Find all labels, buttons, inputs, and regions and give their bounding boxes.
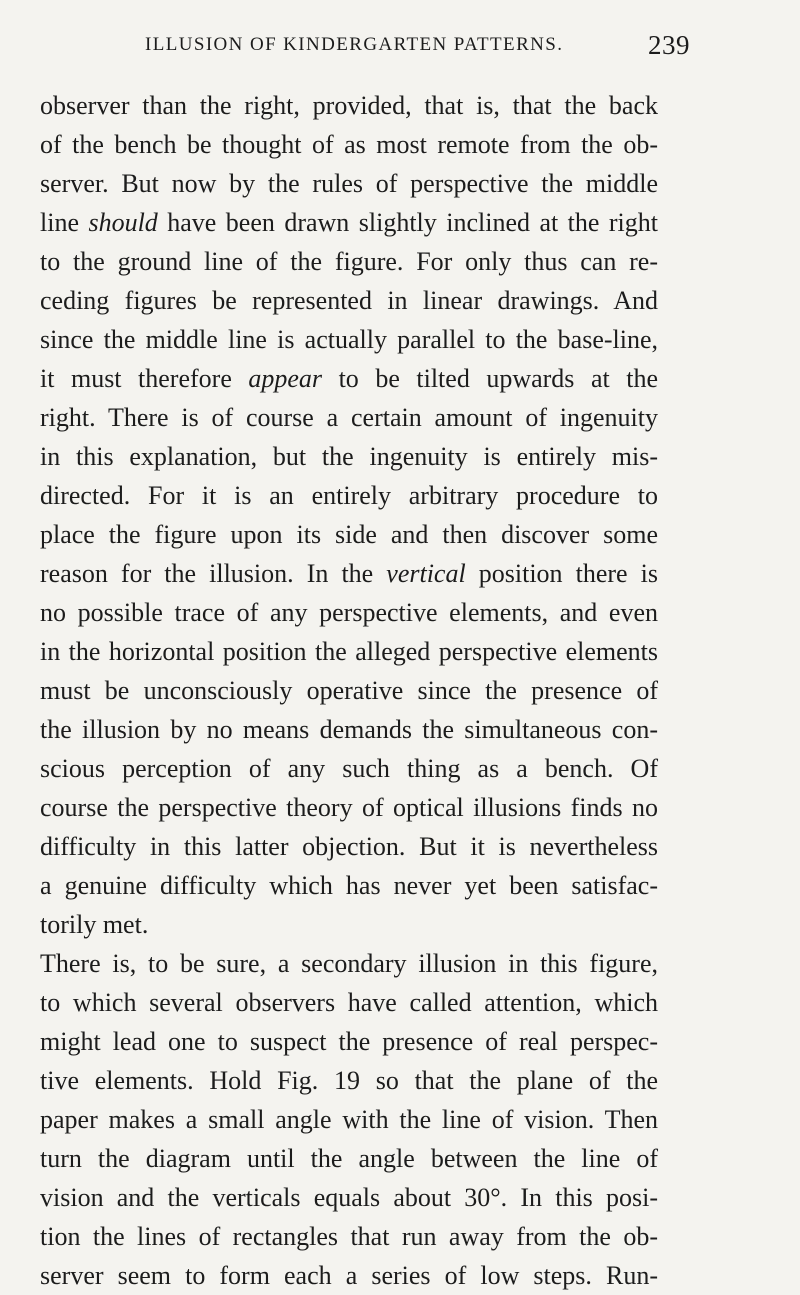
italic-word: appear <box>248 364 323 393</box>
text-line <box>40 827 658 866</box>
text-run: place the figure upon its side and then discover some <box>40 520 658 549</box>
text-run: it must therefore <box>40 364 249 393</box>
text-run: turn the diagram until the angle between the line of <box>40 1144 658 1173</box>
text-line <box>40 554 658 593</box>
text-line <box>40 1256 658 1295</box>
text-line <box>40 671 658 710</box>
text-line <box>40 905 658 944</box>
text-line <box>40 1022 658 1061</box>
italic-word: should <box>88 208 158 237</box>
text-run: torily met. <box>40 910 149 939</box>
text-line <box>40 86 658 125</box>
text-line <box>40 1178 658 1217</box>
text-run: in the horizontal position the alleged perspective elements <box>40 637 658 666</box>
running-title: ILLUSION OF KINDERGARTEN PATTERNS. <box>145 34 564 55</box>
text-run: scious perception of any such thing as a bench. Of <box>40 754 658 783</box>
text-run: There is, to be sure, a secondary illusion in this figure, <box>40 949 658 978</box>
text-run: in this explanation, but the ingenuity is entirely mis- <box>40 442 658 471</box>
text-line <box>40 983 658 1022</box>
text-run: ceding figures be represented in linear drawings. And <box>40 286 658 315</box>
text-run: have been drawn slightly inclined at the right <box>157 208 658 237</box>
running-head <box>0 30 800 64</box>
text-line <box>40 515 658 554</box>
text-run: no possible trace of any perspective elements, and even <box>40 598 658 627</box>
text-run: observer than the right, provided, that is, that the back <box>40 91 658 120</box>
text-run: tion the lines of rectangles that run away from the ob- <box>40 1222 658 1251</box>
text-line <box>40 866 658 905</box>
text-line <box>40 125 658 164</box>
text-run: the illusion by no means demands the simultaneous con- <box>40 715 658 744</box>
text-line <box>40 1061 658 1100</box>
text-line <box>40 632 658 671</box>
text-line <box>40 944 658 983</box>
text-line <box>40 320 658 359</box>
text-run: since the middle line is actually parallel to the base-line, <box>40 325 658 354</box>
text-line <box>40 398 658 437</box>
text-line <box>40 437 658 476</box>
text-run: of the bench be thought of as most remote from the ob- <box>40 130 658 159</box>
text-run: must be unconsciously operative since the presence of <box>40 676 658 705</box>
text-run: course the perspective theory of optical illusions finds no <box>40 793 658 822</box>
text-line <box>40 1139 658 1178</box>
text-run: server. But now by the rules of perspective the middle <box>40 169 658 198</box>
text-line <box>40 359 658 398</box>
text-run: position there is <box>465 559 658 588</box>
text-line <box>40 749 658 788</box>
text-run: vision and the verticals equals about 30°. In this posi- <box>40 1183 658 1212</box>
text-run: difficulty in this latter objection. But it is nevertheless <box>40 832 658 861</box>
text-run: to be tilted upwards at the <box>322 364 658 393</box>
text-line <box>40 710 658 749</box>
text-run: paper makes a small angle with the line of vision. Then <box>40 1105 658 1134</box>
text-run: to which several observers have called attention, which <box>40 988 658 1017</box>
text-run: tive elements. Hold Fig. 19 so that the plane of the <box>40 1066 658 1095</box>
italic-word: vertical <box>386 559 466 588</box>
body-text <box>40 86 658 1295</box>
text-line <box>40 788 658 827</box>
text-run: directed. For it is an entirely arbitrary procedure to <box>40 481 658 510</box>
text-line <box>40 476 658 515</box>
text-line <box>40 281 658 320</box>
text-line <box>40 1100 658 1139</box>
text-line <box>40 593 658 632</box>
page-number: 239 <box>648 30 690 60</box>
text-line <box>40 164 658 203</box>
text-run: to the ground line of the figure. For only thus can re- <box>40 247 658 276</box>
text-run: right. There is of course a certain amount of ingenuity <box>40 403 658 432</box>
text-run: reason for the illusion. In the <box>40 559 387 588</box>
text-run: might lead one to suspect the presence of real perspec- <box>40 1027 658 1056</box>
text-run: server seem to form each a series of low steps. Run- <box>40 1261 658 1290</box>
text-run: a genuine difficulty which has never yet been satisfac- <box>40 871 658 900</box>
text-line <box>40 1217 658 1256</box>
text-run: line <box>40 208 89 237</box>
text-line <box>40 242 658 281</box>
text-line <box>40 203 658 242</box>
